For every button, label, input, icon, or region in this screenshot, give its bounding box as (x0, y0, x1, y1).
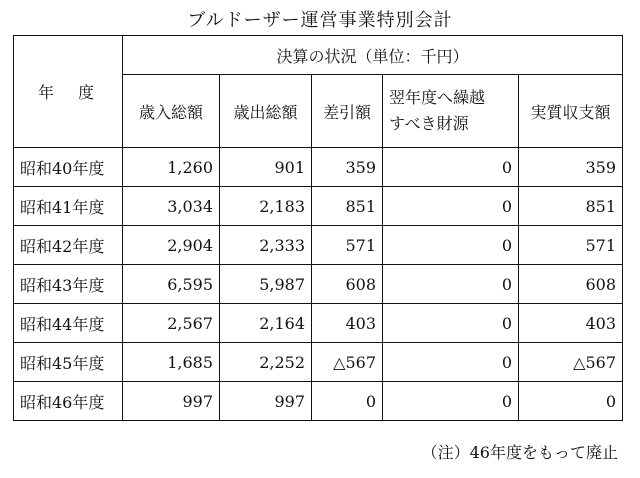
row-expenditure: 2,164 (220, 304, 312, 343)
row-revenue: 2,904 (123, 226, 220, 265)
row-difference: 359 (312, 148, 383, 187)
row-expenditure: 997 (220, 382, 312, 421)
row-expenditure: 2,333 (220, 226, 312, 265)
header-row-group (14, 36, 623, 75)
row-carryover: 0 (383, 343, 519, 382)
row-carryover: 0 (383, 148, 519, 187)
table-row (14, 343, 623, 382)
row-carryover: 0 (383, 226, 519, 265)
row-difference: △567 (312, 343, 383, 382)
page-title: ブルドーザー運営事業特別会計 (187, 10, 453, 31)
row-expenditure: 2,252 (220, 343, 312, 382)
row-revenue: 997 (123, 382, 220, 421)
row-carryover: 0 (383, 265, 519, 304)
row-expenditure: 901 (220, 148, 312, 187)
difference-column-header: 差引額 (312, 75, 383, 148)
carryover-header-line1: 翌年度へ繰越 (389, 88, 486, 107)
row-year: 昭和44年度 (14, 304, 123, 343)
row-difference: 571 (312, 226, 383, 265)
expenditure-column-header: 歳出総額 (220, 75, 312, 148)
row-difference: 608 (312, 265, 383, 304)
table-row (14, 265, 623, 304)
table-row (14, 382, 623, 421)
row-carryover: 0 (383, 382, 519, 421)
row-carryover: 0 (383, 304, 519, 343)
row-revenue: 1,685 (123, 343, 220, 382)
row-net-balance: 0 (519, 382, 623, 421)
carryover-column-header (383, 75, 519, 148)
table-row (14, 187, 623, 226)
row-net-balance: 403 (519, 304, 623, 343)
row-revenue: 6,595 (123, 265, 220, 304)
row-year: 昭和46年度 (14, 382, 123, 421)
row-year: 昭和41年度 (14, 187, 123, 226)
table-row (14, 148, 623, 187)
row-carryover: 0 (383, 187, 519, 226)
row-year: 昭和42年度 (14, 226, 123, 265)
row-net-balance: 851 (519, 187, 623, 226)
row-expenditure: 5,987 (220, 265, 312, 304)
settlement-table (13, 35, 623, 421)
settlement-group-header: 決算の状況（単位：千円） (123, 36, 623, 75)
row-net-balance: △567 (519, 343, 623, 382)
row-year: 昭和43年度 (14, 265, 123, 304)
table-row (14, 304, 623, 343)
table-row (14, 226, 623, 265)
carryover-header-line2: すべき財源 (389, 114, 469, 133)
row-expenditure: 2,183 (220, 187, 312, 226)
footnote: （注）46年度をもって廃止 (421, 443, 618, 462)
row-difference: 403 (312, 304, 383, 343)
row-net-balance: 359 (519, 148, 623, 187)
row-difference: 0 (312, 382, 383, 421)
row-net-balance: 571 (519, 226, 623, 265)
row-year: 昭和40年度 (14, 148, 123, 187)
row-year: 昭和45年度 (14, 343, 123, 382)
row-net-balance: 608 (519, 265, 623, 304)
row-revenue: 3,034 (123, 187, 220, 226)
row-revenue: 1,260 (123, 148, 220, 187)
year-column-header: 年 度 (14, 36, 123, 148)
row-revenue: 2,567 (123, 304, 220, 343)
net-balance-column-header: 実質収支額 (519, 75, 623, 148)
row-difference: 851 (312, 187, 383, 226)
revenue-column-header: 歳入総額 (123, 75, 220, 148)
